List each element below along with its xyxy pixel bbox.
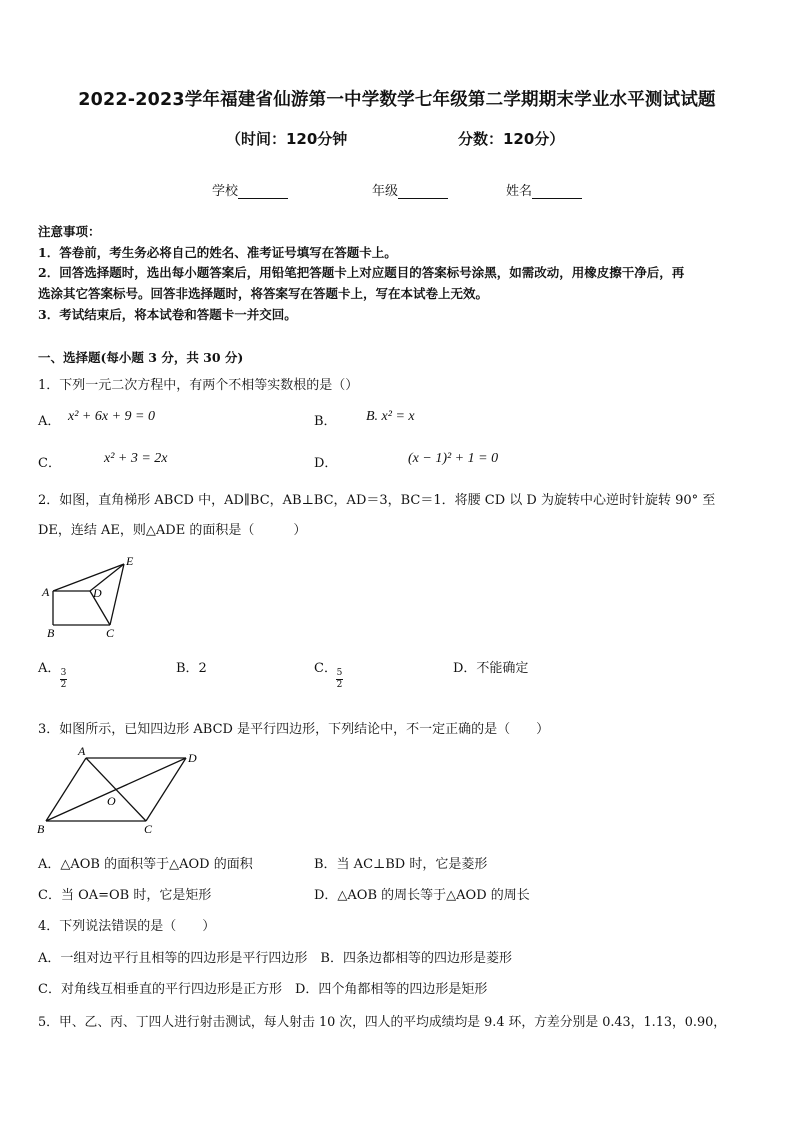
- grade-label: 年级: [372, 184, 399, 199]
- q1-option-a: x² + 6x + 9 = 0: [68, 409, 155, 424]
- point-label-d: D: [188, 751, 197, 765]
- q2-option-d: D．不能确定: [453, 661, 529, 676]
- section-heading: 一、选择题(每小题 3 分，共 30 分): [38, 350, 244, 365]
- name-field: [506, 180, 582, 199]
- point-label-a: A: [42, 585, 50, 599]
- q1-option-d-label: D．: [314, 456, 338, 471]
- q2-option-b: B．2: [176, 661, 207, 676]
- point-label-e: E: [126, 554, 134, 568]
- parallelogram-figure: [34, 744, 204, 838]
- q2-option-c-numerator: 5: [336, 668, 343, 678]
- q2-option-a-denominator: 2: [60, 680, 67, 690]
- q2-option-c-fraction: [336, 669, 343, 690]
- q5-stem: 5．甲、乙、丙、丁四人进行射击测试，每人射击 10 次，四人的平均成绩均是 9.4 环，方差分别是 0.43，1.13，0.90，: [38, 1015, 727, 1030]
- q2-option-c-label: C．: [314, 661, 337, 676]
- notice-item-2: 2．回答选择题时，选出每小题答案后，用铅笔把答题卡上对应题目的答案标号涂黑，如需改动，用橡皮擦干净后，再: [38, 265, 685, 280]
- q1-option-d: (x − 1)² + 1 = 0: [408, 451, 499, 466]
- trapezoid-figure: [36, 552, 146, 642]
- q1-option-c: x² + 3 = 2x: [104, 451, 168, 466]
- grade-field: [372, 180, 448, 199]
- time-info: （时间：120分钟: [226, 130, 348, 148]
- q1-stem: 1．下列一元二次方程中，有两个不相等实数根的是（）: [38, 378, 359, 393]
- q2-option-c-denominator: 2: [336, 680, 343, 690]
- notice-heading: 注意事项：: [38, 224, 101, 239]
- point-label-c: C: [106, 626, 115, 640]
- notice-item-1: 1．答卷前，考生务必将自己的姓名、准考证号填写在答题卡上。: [38, 245, 397, 260]
- segment-ae: [53, 564, 124, 591]
- q4-stem: 4．下列说法错误的是（ ）: [38, 919, 216, 934]
- q1-option-a-label: A．: [38, 414, 61, 429]
- q1-option-b: B. x² = x: [366, 409, 415, 424]
- school-label: 学校: [212, 184, 239, 199]
- q2-stem-line-2: DE，连结 AE，则△ADE 的面积是（ ）: [38, 523, 307, 538]
- q2-option-a-numerator: 3: [60, 668, 67, 678]
- point-label-b: B: [37, 822, 45, 836]
- point-label-c: C: [144, 822, 153, 836]
- q2-option-a-fraction: [60, 669, 67, 690]
- q4-options-ab: A．一组对边平行且相等的四边形是平行四边形 B．四条边都相等的四边形是菱形: [38, 951, 512, 966]
- score-info: 分数：120分）: [458, 130, 565, 148]
- name-label: 姓名: [506, 184, 533, 199]
- notice-item-2-cont: 选涂其它答案标号。回答非选择题时，将答案写在答题卡上，写在本试卷上无效。: [38, 286, 489, 301]
- q3-option-a: A．△AOB 的面积等于△AOD 的面积: [38, 857, 253, 872]
- q3-option-c: C．当 OA=OB 时，它是矩形: [38, 888, 212, 903]
- q2-stem-line-1: 2．如图，直角梯形 ABCD 中，AD∥BC，AB⊥BC，AD＝3，BC＝1．将腰 CD 以 D 为旋转中心逆时针旋转 90° 至: [38, 493, 716, 508]
- school-blank: [238, 184, 288, 199]
- point-label-o: O: [107, 794, 116, 808]
- q3-option-d: D．△AOB 的周长等于△AOD 的周长: [314, 888, 530, 903]
- notice-item-3: 3．考试结束后，将本试卷和答题卡一并交回。: [38, 307, 297, 322]
- page-title: 2022-2023学年福建省仙游第一中学数学七年级第二学期期末学业水平测试试题: [78, 90, 716, 110]
- q1-option-c-label: C．: [38, 456, 61, 471]
- grade-blank: [398, 184, 448, 199]
- school-field: [212, 180, 288, 199]
- q1-option-b-label: B．: [314, 414, 337, 429]
- point-label-b: B: [47, 626, 55, 640]
- q2-option-a-label: A．: [38, 661, 61, 676]
- point-label-a: A: [78, 744, 86, 758]
- name-blank: [532, 184, 582, 199]
- q4-options-cd: C．对角线互相垂直的平行四边形是正方形 D．四个角都相等的四边形是矩形: [38, 982, 488, 997]
- q3-stem: 3．如图所示，已知四边形 ABCD 是平行四边形，下列结论中，不一定正确的是（ ）: [38, 722, 550, 737]
- q3-option-b: B．当 AC⊥BD 时，它是菱形: [314, 857, 488, 872]
- point-label-d: D: [93, 586, 102, 600]
- diagonal-bd: [46, 758, 186, 821]
